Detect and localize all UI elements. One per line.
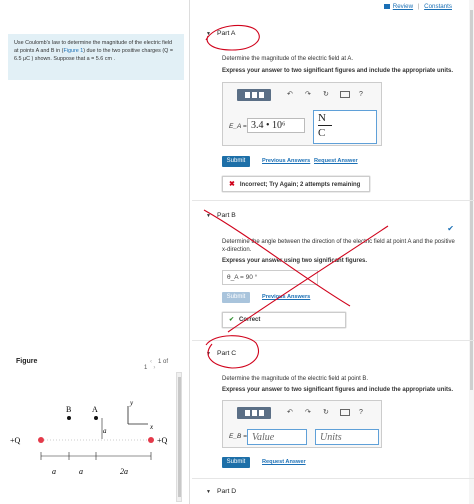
part-a-value-input[interactable]: 3.4 • 10⁶ xyxy=(247,118,305,133)
point-b-label: B xyxy=(66,405,72,414)
part-a-instruction: Express your answer to two significant figures and include the appropriate units. xyxy=(222,68,454,74)
templates-button[interactable] xyxy=(237,89,271,101)
part-a-previous-answers-link[interactable]: Previous Answers xyxy=(262,158,311,164)
right-charge xyxy=(148,437,154,443)
part-b-previous-answers-link[interactable]: Previous Answers xyxy=(262,294,311,300)
undo-icon[interactable]: ↶ xyxy=(287,409,293,416)
part-c-question: Determine the magnitude of the electric field at point B. xyxy=(222,376,369,382)
reset-icon[interactable]: ↻ xyxy=(323,409,329,416)
part-a-feedback: ✖ Incorrect; Try Again; 2 attempts remaining xyxy=(222,176,370,192)
point-a-label: A xyxy=(92,405,98,414)
undo-icon[interactable]: ↶ xyxy=(287,91,293,98)
part-d-title: Part D xyxy=(216,488,237,495)
divider xyxy=(192,200,474,201)
part-b-answer-field: θ_A = 90 ° xyxy=(222,270,318,285)
figure-diagram xyxy=(0,372,176,504)
reset-icon[interactable]: ↻ xyxy=(323,91,329,98)
problem-text-2: ) due to the two positive charges (Q = 6.5 μC ) shown. Suppose that a = 5.6 cm . xyxy=(14,48,173,62)
part-c-label: E_B = xyxy=(229,433,247,440)
part-a-submit-button[interactable]: Submit xyxy=(222,156,250,167)
collapse-icon: ▼ xyxy=(206,213,211,219)
unit-denominator: C xyxy=(318,127,326,139)
collapse-icon: ▼ xyxy=(206,31,211,37)
part-a-header[interactable] xyxy=(206,30,235,37)
part-c-value-input[interactable]: Value xyxy=(247,429,307,445)
help-icon[interactable]: ? xyxy=(359,91,363,98)
top-links: Review | Constants xyxy=(384,3,452,10)
part-a-title: Part A xyxy=(216,30,236,37)
part-a-question: Determine the magnitude of the electric field at A. xyxy=(222,56,354,62)
figure-header xyxy=(16,356,186,371)
left-charge-label: +Q xyxy=(10,436,21,445)
prev-figure-icon[interactable]: ‹ xyxy=(150,359,152,365)
redo-icon[interactable]: ↷ xyxy=(305,409,311,416)
part-b-feedback: ✔ Correct xyxy=(222,312,346,328)
dim-2a-label: 2a xyxy=(120,467,128,476)
left-charge xyxy=(38,437,44,443)
part-b-instruction: Express your answer using two significant figures. xyxy=(222,258,368,264)
review-link[interactable]: Review xyxy=(392,3,414,10)
part-b-question: Determine the angle between the direction of the electric field at point A and the positive x-direction. xyxy=(222,239,455,253)
next-figure-icon[interactable]: › xyxy=(153,365,156,371)
collapse-icon: ▼ xyxy=(206,351,211,357)
constants-link[interactable]: Constants xyxy=(424,3,452,10)
figure-scrollbar[interactable] xyxy=(176,372,182,502)
figure-page-count: 1 of 1 xyxy=(144,359,169,371)
point-a xyxy=(94,416,98,420)
y-axis-label: y xyxy=(130,399,134,407)
part-b-submit-button: Submit xyxy=(222,292,250,303)
part-d-header[interactable] xyxy=(206,488,236,495)
help-icon[interactable]: ? xyxy=(359,409,363,416)
problem-text-1: Use Coulomb's law to determine the magnitude of the electric field at points A and B in ( xyxy=(14,40,173,54)
incorrect-icon: ✖ xyxy=(229,181,235,188)
part-b-header[interactable] xyxy=(206,212,236,219)
part-c-units-input[interactable]: Units xyxy=(315,429,379,445)
problem-panel xyxy=(0,0,190,504)
figure-link[interactable]: Figure 1 xyxy=(63,48,84,54)
part-a-units-input[interactable] xyxy=(313,110,377,144)
divider xyxy=(192,340,474,341)
correct-check-icon: ✔ xyxy=(447,224,454,233)
x-axis-label: x xyxy=(150,423,154,431)
part-c-title: Part C xyxy=(216,350,237,357)
problem-statement xyxy=(8,34,184,80)
part-c-instruction: Express your answer to two significant figures and include the appropriate units. xyxy=(222,387,454,393)
unit-numerator: N xyxy=(318,112,326,124)
keyboard-icon[interactable] xyxy=(340,409,350,416)
right-charge-label: +Q xyxy=(157,436,168,445)
part-c-request-answer-link[interactable]: Request Answer xyxy=(262,459,306,465)
figure-title: Figure xyxy=(16,358,38,365)
keyboard-icon[interactable] xyxy=(340,91,350,98)
templates-button[interactable] xyxy=(237,407,271,419)
part-c-header[interactable] xyxy=(206,350,236,357)
correct-icon: ✔ xyxy=(229,317,235,323)
dim-a2-label: a xyxy=(79,467,83,476)
review-icon xyxy=(384,4,390,9)
part-a-label: E_A = xyxy=(229,123,247,130)
point-b xyxy=(67,416,71,420)
dim-a1-label: a xyxy=(52,467,56,476)
part-c-answer-box xyxy=(222,400,382,448)
parts-panel xyxy=(192,0,474,504)
part-b-title: Part B xyxy=(216,212,236,219)
divider xyxy=(192,478,474,479)
part-a-request-answer-link[interactable]: Request Answer xyxy=(314,158,358,164)
collapse-icon: ▼ xyxy=(206,489,211,495)
figure-pager xyxy=(144,359,186,371)
part-c-submit-button[interactable]: Submit xyxy=(222,457,250,468)
redo-icon[interactable]: ↷ xyxy=(305,91,311,98)
vertical-dimension-label: a xyxy=(103,427,107,435)
part-a-answer-box xyxy=(222,82,382,146)
page-scrollbar[interactable] xyxy=(469,0,474,504)
